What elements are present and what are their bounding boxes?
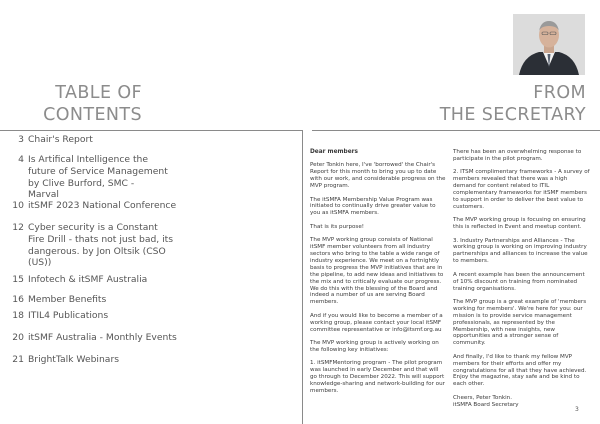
toc-title: Chair's Report — [28, 134, 93, 145]
toc-title: itSMF 2023 National Conference — [28, 200, 177, 211]
letter-paragraph: The MVP group is a great example of 'members working for members'. We're here for you: our mission is to provide service management professionals, as represented by the Membership, with new insights, new opportunities and a stronger sense of community. — [453, 298, 587, 347]
secretary-divider — [312, 130, 600, 131]
secretary-portrait-photo — [513, 14, 585, 75]
toc-page-number: 3 — [18, 134, 24, 145]
page-number: 3 — [575, 406, 579, 413]
letter-paragraph: The MVP working group consists of National itSMF member volunteers from all industry sectors who bring to the table a wide range of industry experience. We meet on a fortnightly basis to progress the MVP initiatives that are in the pipeline, to add new ideas and initiatives to the mix and to critically evaluate our progress. We do this with the blessing of the Board and indeed a number of us are serving Board members. — [310, 237, 444, 306]
toc-title: Is Artifical Intelligence the future of Service Management by Clive Burford, SMC - Marval — [28, 154, 168, 201]
secretary-heading-line2: THE SECRETARY — [439, 105, 586, 125]
letter-signoff: Cheers, Peter Tonkin. — [453, 394, 512, 401]
toc-page-number: 4 — [18, 154, 24, 165]
toc-page-number: 10 — [12, 200, 24, 211]
toc-title: Cyber security is a Constant Fire Drill - thats not just bad, its dangerous. by Jon Oltsik (CSO (US)) — [28, 222, 174, 269]
toc-page-number: 18 — [12, 310, 24, 321]
secretary-heading-line1: FROM — [533, 83, 586, 103]
letter-paragraph: A recent example has been the announcement of 10% discount on training from nominated training organisations. — [453, 271, 585, 292]
toc-page-number: 15 — [12, 274, 24, 285]
toc-heading — [43, 82, 142, 126]
letter-column-2 — [453, 149, 590, 415]
toc-page-number: 20 — [12, 332, 24, 343]
toc-page-number: 16 — [12, 294, 24, 305]
letter-paragraph: 3. Industry Partnerships and Alliances - The working group is working on improving industry partnerships and alliances to increase the value to members. — [453, 237, 588, 265]
toc-page-number: 12 — [12, 222, 24, 233]
letter-paragraph: There has been an overwhelming response to participate in the pilot program. — [453, 149, 582, 162]
letter-paragraph: 2. ITSM complimentary frameworks - A survey of members revealed that there was a high demand for content related to ITIL complementary frameworks for itSMF members to support in order to deliver the best value to customers. — [453, 169, 590, 210]
letter-paragraph: And if you would like to become a member of a working group, please contact your local itSMF committee representative or info@itsmf.org.au — [310, 312, 443, 333]
toc-page-number: 21 — [12, 354, 24, 365]
letter-paragraph: The MVP working group is focusing on ensuring this is reflected in Event and meetup content. — [453, 217, 586, 231]
toc-heading-line2: CONTENTS — [43, 105, 142, 125]
letter-paragraph: The itSMFA Membership Value Program was initiated to continually drive greater value to you as itSMFA members. — [310, 196, 436, 217]
letter-paragraph: Peter Tonkin here, I've 'borrowed' the Chair's Report for this month to bring you up to date with our work, and considerable progress on the MVP program. — [310, 162, 446, 190]
toc-title: Member Benefits — [28, 294, 107, 305]
secretary-heading — [440, 82, 586, 126]
letter-paragraph: And finally, I'd like to thank my fellow MVP members for their efforts and offer my congratulations for all that they have achieved. Enjoy the magazine, stay safe and be kind to each other. — [453, 353, 587, 388]
letter-paragraph: That is its purpose! — [310, 223, 365, 230]
toc-title: Infotech & itSMF Australia — [28, 274, 148, 285]
toc-heading-line1: TABLE OF — [55, 83, 142, 103]
letter-column-1 — [310, 149, 447, 401]
letter-paragraph: 1. itSMFMentoring program - The pilot program was launched in early December and that will go through to December 2022. This will support knowledge-sharing and network-building for our members. — [310, 360, 445, 394]
toc-title: BrightTalk Webinars — [28, 354, 120, 365]
toc-divider — [0, 130, 302, 131]
toc-title: itSMF Australia - Monthly Events — [28, 332, 177, 343]
letter-greeting: Dear members — [310, 149, 358, 155]
column-divider — [302, 130, 303, 424]
portrait-image — [513, 14, 585, 75]
letter-paragraph: The MVP working group is actively working on the following key initiatives: — [310, 339, 439, 353]
letter-signature-title: itSMFA Board Secretary — [453, 401, 519, 408]
toc-title: ITIL4 Publications — [28, 310, 109, 321]
